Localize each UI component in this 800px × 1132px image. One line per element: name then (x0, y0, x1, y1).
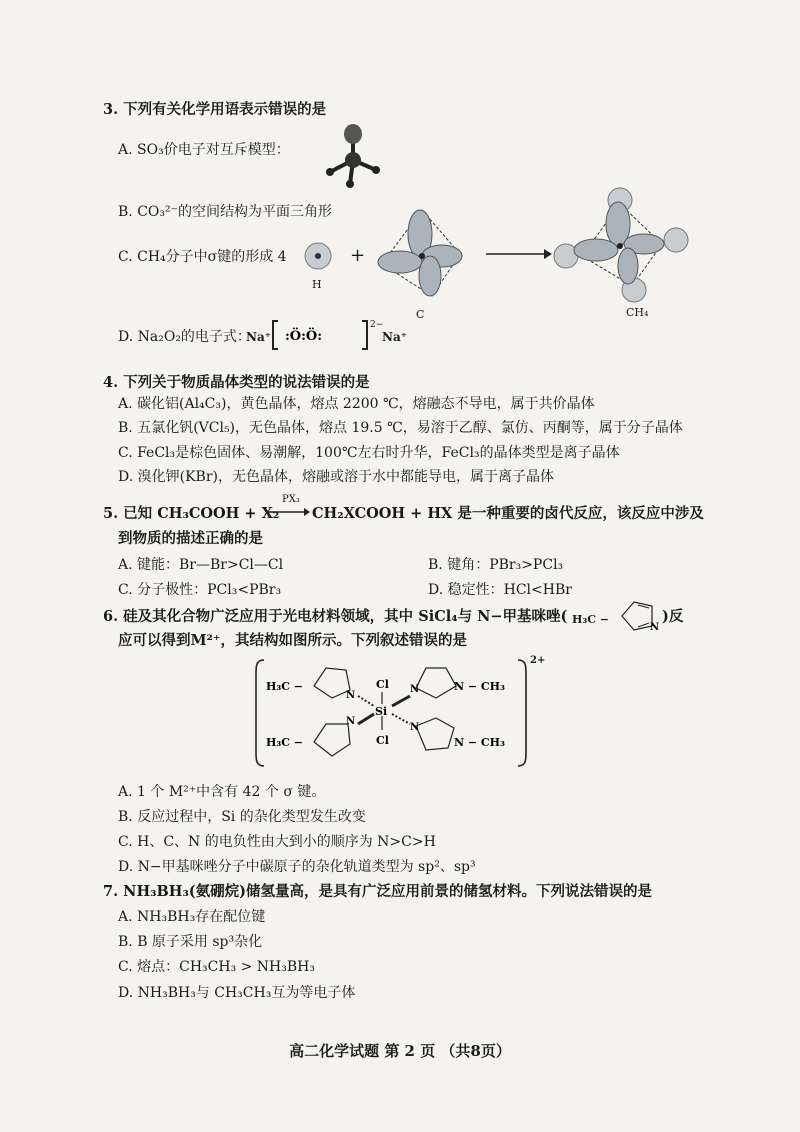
q3-option-a: A. SO₃价电子对互斥模型： (118, 142, 290, 158)
q5-title-cont: 到物质的描述正确的是 (118, 530, 263, 547)
q3-title: 3. 下列有关化学用语表示错误的是 (103, 101, 327, 118)
q6-title-cont: 应可以得到M²⁺，其结构如图所示。下列叙述错误的是 (118, 632, 468, 649)
svg-text:N: N (650, 622, 660, 633)
peroxide-charge: 2− (370, 320, 384, 330)
q3-option-b: B. CO₃²⁻的空间结构为平面三角形 (118, 204, 332, 220)
q7-option-d: D. NH₃BH₃与 CH₃CH₃互为等电子体 (118, 985, 356, 1001)
q4-option-c: C. FeCl₃是棕色固体、易潮解，100℃左右时升华，FeCl₃的晶体类型是离子晶体 (118, 445, 620, 461)
q6-inline-ch3: H₃C − (572, 613, 610, 626)
q4-option-b: B. 五氯化钒(VCl₅)，无色晶体，熔点 19.5 ℃，易溶于乙醇、氯仿、丙酮等，属于分子晶体 (118, 420, 683, 436)
q5-title-end: CH₂XCOOH + HX 是一种重要的卤代反应，该反应中涉及 (312, 505, 704, 522)
struct-n3: N (410, 684, 420, 695)
c-label: C (416, 308, 425, 321)
svg-text::Ö:Ö:: :Ö:Ö: (285, 329, 323, 344)
m2plus-charge: 2+ (530, 655, 546, 666)
q4-title: 4. 下列关于物质晶体类型的说法错误的是 (103, 374, 370, 391)
struct-tr-methyl: N − CH₃ (454, 680, 505, 693)
struct-br-methyl: N − CH₃ (454, 736, 505, 749)
q7-option-c: C. 熔点：CH₃CH₃ > NH₃BH₃ (118, 959, 315, 975)
so3-vsepr-model (318, 118, 388, 190)
struct-cl-top: Cl (376, 678, 389, 691)
q6-option-a: A. 1 个 M²⁺中含有 42 个 σ 键。 (118, 784, 326, 800)
q3-option-c: C. CH₄分子中σ键的形成 4 (118, 249, 287, 265)
h-label: H (312, 278, 322, 291)
q5-catalyst: PX₃ (282, 494, 300, 505)
struct-n4: N (410, 722, 420, 733)
q4-option-d: D. 溴化钾(KBr)，无色晶体，熔融或溶于水中都能导电，属于离子晶体 (118, 469, 554, 485)
q5-option-b: B. 键角：PBr₃>PCl₃ (428, 557, 564, 573)
na-ion-right: Na⁺ (382, 330, 408, 344)
q7-title: 7. NH₃BH₃(氨硼烷)储氢量高，是具有广泛应用前景的储氢材料。下列说法错误的是 (103, 883, 653, 900)
plus-sign: + (350, 245, 366, 266)
page-footer: 高二化学试题 第 2 页 （共8页） (289, 1042, 511, 1060)
peroxide-electron-dot (270, 318, 370, 352)
struct-n2: N (346, 716, 356, 727)
reaction-arrow (486, 246, 552, 262)
n-methylimidazole-ring (612, 596, 662, 636)
q6-option-c: C. H、C、N 的电负性由大到小的顺序为 N>C>H (118, 834, 436, 850)
q5-arrow (266, 506, 310, 518)
q6-title-end: )反 (662, 608, 684, 625)
m2plus-structure (250, 652, 540, 774)
q6-title-start: 6. 硅及其化合物广泛应用于光电材料领域，其中 SiCl₄与 N−甲基咪唑( (103, 608, 568, 625)
q7-option-b: B. B 原子采用 sp³杂化 (118, 934, 263, 950)
ch4-label: CH₄ (626, 306, 649, 319)
ch4-orbitals (552, 178, 692, 308)
q7-option-a: A. NH₃BH₃存在配位键 (118, 909, 266, 925)
struct-n1: N (346, 690, 356, 701)
q5-option-d: D. 稳定性：HCl<HBr (428, 582, 572, 598)
carbon-sp3-orbitals (372, 204, 472, 304)
q5-option-c: C. 分子极性：PCl₃<PBr₃ (118, 582, 282, 598)
struct-tl-methyl: H₃C − (266, 680, 304, 693)
h-orbital (300, 238, 340, 278)
q6-option-d: D. N−甲基咪唑分子中碳原子的杂化轨道类型为 sp²、sp³ (118, 859, 476, 875)
q6-option-b: B. 反应过程中，Si 的杂化类型发生改变 (118, 809, 366, 825)
struct-cl-bottom: Cl (376, 734, 389, 747)
na-ion-left: Na⁺ (246, 330, 272, 344)
q5-title-start: 5. 已知 CH₃COOH + X₂ (103, 505, 280, 522)
struct-bl-methyl: H₃C − (266, 736, 304, 749)
q5-option-a: A. 键能：Br—Br>Cl—Cl (118, 557, 284, 573)
struct-si: Si (375, 705, 388, 718)
q3-option-d: D. Na₂O₂的电子式： (118, 329, 251, 345)
q4-option-a: A. 碳化铝(Al₄C₃)，黄色晶体，熔点 2200 ℃，熔融态不导电，属于共价晶体 (118, 396, 595, 412)
